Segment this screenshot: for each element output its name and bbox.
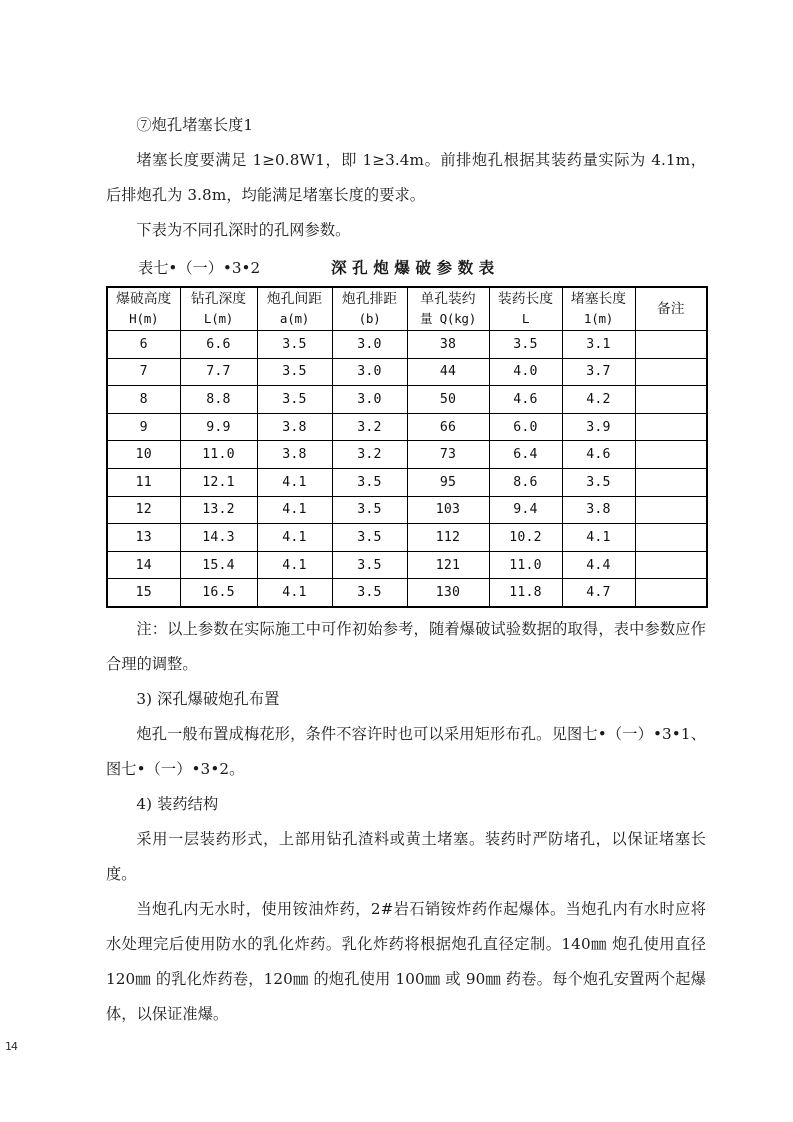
table-cell: [635, 386, 707, 414]
table-cell: 4.6: [489, 386, 562, 414]
table-cell: 13: [107, 524, 180, 552]
table-cell: 44: [407, 358, 489, 386]
table-cell: 8: [107, 386, 180, 414]
table-cell: 130: [407, 579, 489, 607]
table-cell: 3.5: [257, 358, 332, 386]
header-line-2: H(m): [129, 311, 159, 326]
table-body: [107, 331, 707, 607]
table-cell: [635, 413, 707, 441]
paragraph-table-intro: 下表为不同孔深时的孔网参数。: [136, 221, 351, 239]
table-cell: 66: [407, 413, 489, 441]
table-cell: 121: [407, 551, 489, 579]
table-cell: 3.5: [562, 468, 635, 496]
header-line-2: 1(m): [583, 311, 614, 326]
table-cell: 10: [107, 441, 180, 469]
table-cell: 50: [407, 386, 489, 414]
table-number-label: 表七•（一）•3•2: [138, 259, 261, 277]
table-cell: 3.8: [257, 441, 332, 469]
table-cell: 112: [407, 524, 489, 552]
table-cell: 12: [107, 496, 180, 524]
table-cell: [635, 331, 707, 359]
table-cell: 4.1: [257, 551, 332, 579]
table-cell: 3.9: [562, 413, 635, 441]
table-cell: 95: [407, 468, 489, 496]
table-cell: [635, 579, 707, 607]
header-line-2: (b): [358, 311, 381, 326]
table-cell: 4.1: [257, 524, 332, 552]
column-header-drill-depth: [180, 287, 257, 331]
table-cell: 4.4: [562, 551, 635, 579]
table-cell: 15.4: [180, 551, 257, 579]
table-cell: [635, 358, 707, 386]
table-cell: [635, 524, 707, 552]
paragraph-section-3-heading: 3) 深孔爆破炮孔布置: [136, 689, 280, 708]
table-cell: 7.7: [180, 358, 257, 386]
table-cell: 11.0: [489, 551, 562, 579]
table-cell: 3.0: [332, 331, 407, 359]
table-cell: 4.6: [562, 441, 635, 469]
header-line-1: 堵塞长度: [570, 291, 627, 307]
column-header-stemming-length: [562, 287, 635, 331]
table-cell: 4.7: [562, 579, 635, 607]
header-line-2: 量 Q(kg): [420, 311, 476, 326]
header-line-2: a(m): [279, 311, 310, 326]
blasting-parameters-table-wrapper: [106, 286, 706, 608]
table-cell: 3.0: [332, 358, 407, 386]
table-row: [107, 441, 707, 469]
table-cell: 8.8: [180, 386, 257, 414]
table-row: [107, 496, 707, 524]
header-line-2: L: [521, 311, 530, 326]
paragraph-hole-layout: 炮孔一般布置成梅花形，条件不容许时也可以采用矩形布孔。见图七•（一）•3•1、图七•（一）•3•2。: [106, 724, 706, 778]
table-row: [107, 413, 707, 441]
header-line-1: 炮孔排距: [341, 291, 398, 307]
table-cell: 9.9: [180, 413, 257, 441]
table-row: [107, 579, 707, 607]
table-cell: 4.0: [489, 358, 562, 386]
table-cell: [635, 496, 707, 524]
table-row: [107, 386, 707, 414]
table-cell: 6: [107, 331, 180, 359]
table-row: [107, 524, 707, 552]
table-caption: [106, 254, 706, 284]
table-cell: 10.2: [489, 524, 562, 552]
table-cell: 4.1: [257, 496, 332, 524]
table-cell: 38: [407, 331, 489, 359]
table-cell: 4.2: [562, 386, 635, 414]
table-cell: 15: [107, 579, 180, 607]
table-cell: 3.2: [332, 441, 407, 469]
header-line-1: 装药长度: [497, 291, 554, 307]
header-line-1: 炮孔间距: [266, 291, 323, 307]
blasting-parameters-table: [106, 286, 708, 608]
table-cell: 3.5: [332, 468, 407, 496]
table-row: [107, 468, 707, 496]
table-cell: 12.1: [180, 468, 257, 496]
table-cell: 3.1: [562, 331, 635, 359]
column-header-hole-spacing: [257, 287, 332, 331]
table-cell: 6.6: [180, 331, 257, 359]
table-cell: [635, 441, 707, 469]
paragraph-stemming-requirement: 堵塞长度要满足 1≥0.8W1，即 1≥3.4m。前排炮孔根据其装药量实际为 4.1m，后排炮孔为 3.8m，均能满足堵塞长度的要求。: [106, 151, 706, 204]
table-cell: 11: [107, 468, 180, 496]
table-cell: 11.8: [489, 579, 562, 607]
table-cell: 8.6: [489, 468, 562, 496]
table-row: [107, 358, 707, 386]
table-cell: 14.3: [180, 524, 257, 552]
table-cell: 3.2: [332, 413, 407, 441]
table-cell: [635, 468, 707, 496]
table-cell: 3.5: [332, 496, 407, 524]
table-cell: 4.1: [257, 468, 332, 496]
table-cell: 3.5: [489, 331, 562, 359]
table-row: [107, 331, 707, 359]
table-title: 深孔炮爆破参数表: [331, 258, 500, 277]
table-cell: 11.0: [180, 441, 257, 469]
table-cell: 13.2: [180, 496, 257, 524]
table-cell: 3.0: [332, 386, 407, 414]
header-line-2: L(m): [203, 311, 234, 326]
table-cell: 3.5: [332, 551, 407, 579]
column-header-charge-per-hole: [407, 287, 489, 331]
table-cell: 6.4: [489, 441, 562, 469]
paragraph-hole-stemming-heading: ⑦炮孔堵塞长度1: [136, 116, 254, 134]
column-header-row-spacing: [332, 287, 407, 331]
column-header-remark: 备注: [635, 287, 707, 331]
column-header-charge-length: [489, 287, 562, 331]
column-header-blast-height: [107, 287, 180, 331]
table-row: [107, 551, 707, 579]
page-number: 14: [5, 1040, 17, 1053]
table-header: [107, 287, 707, 331]
table-header-row: [107, 287, 707, 331]
table-cell: 16.5: [180, 579, 257, 607]
paragraph-table-note: 注：以上参数在实际施工中可作初始参考，随着爆破试验数据的取得，表中参数应作合理的调整。: [106, 619, 706, 673]
paragraph-explosive-selection: 当炮孔内无水时，使用铵油炸药，2#岩石销铵炸药作起爆体。当炮孔内有水时应将水处理完后使用防水的乳化炸药。乳化炸药将根据炮孔直径定制。140㎜ 炮孔使用直径 120㎜ 的乳化炸药卷，120㎜ 的炮孔使用 100㎜ 或 90㎜ 药卷。每个炮孔安置两个起爆体，以保证准爆。: [106, 899, 706, 1023]
table-cell: 3.5: [332, 524, 407, 552]
table-cell: 4.1: [562, 524, 635, 552]
table-cell: 7: [107, 358, 180, 386]
table-cell: 4.1: [257, 579, 332, 607]
table-cell: 14: [107, 551, 180, 579]
table-cell: 3.8: [257, 413, 332, 441]
table-cell: 3.5: [257, 386, 332, 414]
header-line-1: 单孔装约: [420, 291, 476, 307]
table-cell: 3.5: [332, 579, 407, 607]
paragraph-section-4-heading: 4) 装药结构: [136, 794, 219, 813]
table-cell: 73: [407, 441, 489, 469]
table-cell: [635, 551, 707, 579]
table-cell: 103: [407, 496, 489, 524]
header-line-1: 爆破高度: [116, 291, 172, 307]
page-content: [106, 108, 706, 1032]
table-cell: 3.7: [562, 358, 635, 386]
table-cell: 3.8: [562, 496, 635, 524]
table-cell: 3.5: [257, 331, 332, 359]
paragraph-charge-structure: 采用一层装药形式，上部用钻孔渣料或黄土堵塞。装药时严防堵孔，以保证堵塞长度。: [106, 829, 706, 883]
table-cell: 9.4: [489, 496, 562, 524]
header-line-1: 钻孔深度: [190, 291, 247, 307]
table-cell: 9: [107, 413, 180, 441]
table-cell: 6.0: [489, 413, 562, 441]
